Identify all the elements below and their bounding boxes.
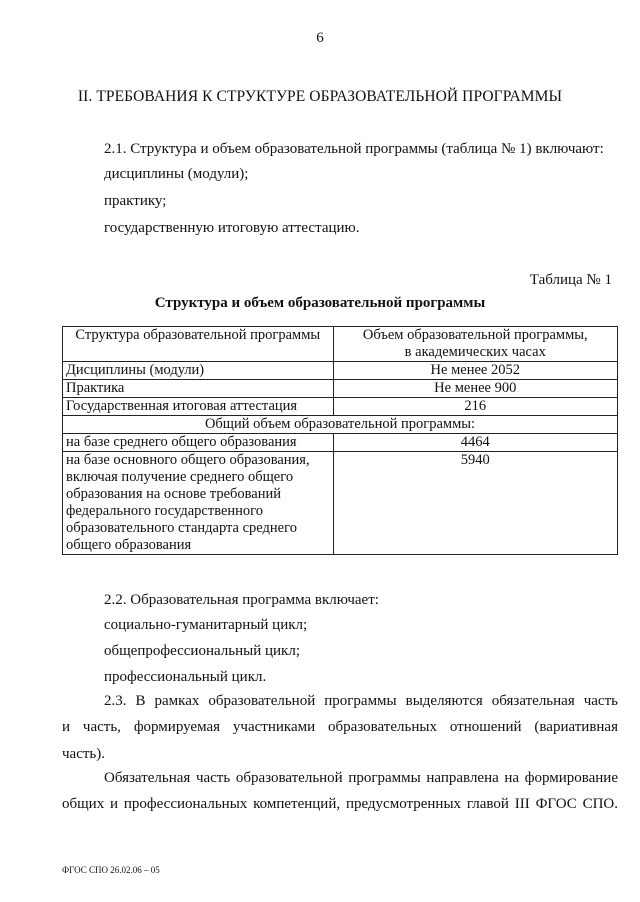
- mandatory-line1: Обязательная часть образовательной программы направлена на формирование: [104, 770, 618, 786]
- section22-line: 2.2. Образовательная программа включает:: [104, 592, 379, 608]
- row-label: Практика: [63, 380, 334, 398]
- footer-code: ФГОС СПО 26.02.06 – 05: [62, 865, 160, 875]
- table-row: [63, 362, 618, 380]
- mandatory-line2: общих и профессиональных компетенций, предусмотренных главой III ФГОС СПО.: [62, 796, 618, 812]
- row-value: 5940: [333, 452, 617, 555]
- table-header-row: [63, 327, 618, 362]
- row-label: Государственная итоговая аттестация: [63, 398, 334, 416]
- row-label: на базе среднего общего образования: [63, 434, 334, 452]
- intro-item-attestation: государственную итоговую аттестацию.: [104, 220, 360, 236]
- section22-item-general: общепрофессиональный цикл;: [104, 643, 300, 659]
- row-label: на базе основного общего образования, включая получение среднего общего образования на основе требований федерального государственного образовательного стандарта среднего общего образования: [63, 452, 334, 555]
- section23-line2: и часть, формируемая участниками образовательных отношений (вариативная: [62, 719, 618, 735]
- header-structure: Структура образовательной программы: [63, 327, 334, 362]
- row-value: 4464: [333, 434, 617, 452]
- table-row: [63, 452, 618, 555]
- section22-item-professional: профессиональный цикл.: [104, 669, 267, 685]
- section23-line3: часть).: [62, 746, 106, 762]
- total-header: Общий объем образовательной программы:: [63, 416, 618, 434]
- section22-item-humanitarian: социально-гуманитарный цикл;: [104, 617, 308, 633]
- table-title: Структура и объем образовательной программы: [154, 295, 486, 311]
- row-label: Дисциплины (модули): [63, 362, 334, 380]
- intro-item-practice: практику;: [104, 193, 167, 209]
- section-heading: II. ТРЕБОВАНИЯ К СТРУКТУРЕ ОБРАЗОВАТЕЛЬНОЙ ПРОГРАММЫ: [77, 88, 563, 105]
- row-value: Не менее 900: [333, 380, 617, 398]
- table-row: [63, 380, 618, 398]
- table-label: Таблица № 1: [529, 272, 612, 288]
- page-number: 6: [316, 30, 324, 46]
- table-row: [63, 398, 618, 416]
- structure-table: [62, 326, 618, 555]
- table-total-header-row: [63, 416, 618, 434]
- section23-line1: 2.3. В рамках образовательной программы выделяются обязательная часть: [104, 693, 618, 709]
- intro-line: 2.1. Структура и объем образовательной программы (таблица № 1) включают:: [104, 141, 604, 157]
- row-value: 216: [333, 398, 617, 416]
- header-volume: Объем образовательной программы, в академических часах: [333, 327, 617, 362]
- intro-item-disciplines: дисциплины (модули);: [104, 166, 249, 182]
- table-row: [63, 434, 618, 452]
- row-value: Не менее 2052: [333, 362, 617, 380]
